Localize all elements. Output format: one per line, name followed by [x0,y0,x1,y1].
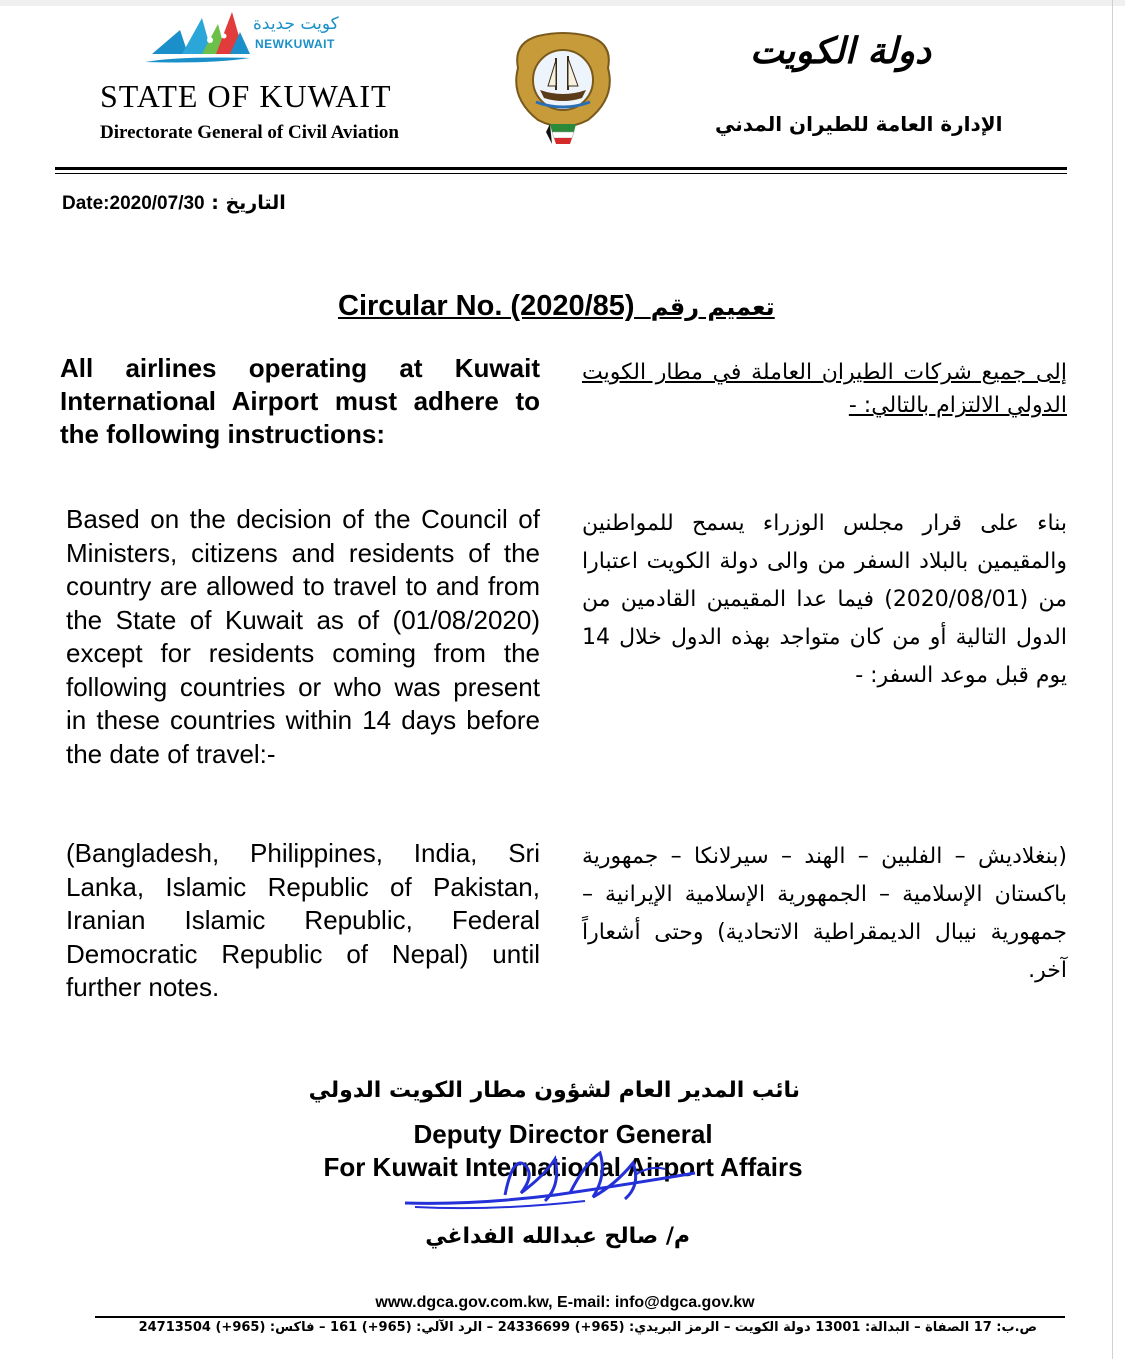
intro-en: All airlines operating at Kuwait International Airport must adhere to the following instructions: [60,353,540,449]
signatory-name-ar: م/ صالح عبدالله الفداغي [425,1224,690,1249]
page-edge [1112,0,1113,1359]
falcon-emblem-icon [508,28,618,146]
new-kuwait-logo [140,10,355,68]
footer-rule [95,1316,1065,1318]
paragraph1-ar: بناء على قرار مجلس الوزراء يسمح للمواطنين والمقيمين بالبلاد السفر من والى دولة الكويت اعتبارا من (2020/08/01) فيما عدا المقيمين القادمين من الدول التالية أو من كان متواجد بهذه الدول خلال 14 يوم قبل موعد السفر: - [582,511,1068,688]
signatory-title-en-line2: For Kuwait International Airport Affairs [323,1152,803,1182]
date-label-en: Date: [62,193,110,214]
date-label-ar: : التاريخ [204,192,286,214]
dgca-title-ar: الإدارة العامة للطيران المدني [715,112,1003,136]
date-value: 2020/07/30 [109,193,205,214]
circular-label-ar: تعميم رقم [650,293,775,321]
signatory-title-ar: نائب المدير العام لشؤون مطار الكويت الدولي [308,1078,800,1103]
dgca-title-en: Directorate General of Civil Aviation [100,122,399,143]
paragraph1-en: Based on the decision of the Council of Ministers, citizens and residents of the country are allowed to travel to and from the State of Kuwait as of (01/08/2020) except for residents coming from the following countries or who was present in these countries within 14 days before the date of travel:- [66,504,540,769]
state-title-ar: دولة الكويت [750,30,932,72]
logo-latin-text: NEWKUWAIT [255,37,335,51]
intro-ar: إلى جميع شركات الطيران العاملة في مطار الكويت الدولي الالتزام بالتالي: - [582,360,1067,418]
top-bar [0,0,1125,6]
state-title-en: STATE OF KUWAIT [100,78,392,114]
circular-number [338,290,775,323]
header-rule-thin [55,173,1067,174]
header-rule-thick [55,167,1067,170]
kuwait-emblem [508,28,618,146]
footer-web-email: www.dgca.gov.com.kw, E-mail: info@dgca.gov.kw [375,1294,755,1311]
signature-scribble-icon [395,1145,715,1220]
date-line [62,192,286,215]
footer-address: ص.ب: 17 الصفاة – البدالة: 13001 دولة الكويت – الرمز البريدي: (965+) 24336699 – الرد الآلي: (965+) 161 – فاكس: (965+) 24713504 [138,1320,1037,1335]
handwritten-signature [395,1145,715,1220]
signatory-title-en-line1: Deputy Director General [413,1119,713,1149]
paragraph2-en: (Bangladesh, Philippines, India, Sri Lanka, Islamic Republic of Pakistan, Iranian Islamic Republic, Federal Democratic Republic of Nepal) until further notes. [66,838,540,1002]
circular-label-en: Circular No. (2020/85) [338,290,635,322]
paragraph2-ar: (بنغلاديش – الفلبين – الهند – سيرلانكا – جمهورية باكستان الإسلامية – الجمهورية الإسلامية الإيرانية – جمهورية نيبال الديمقراطية الاتحادية) وحتى أشعاراً آخر. [582,844,1067,983]
logo-arabic-text: كويت جديدة [253,14,339,34]
